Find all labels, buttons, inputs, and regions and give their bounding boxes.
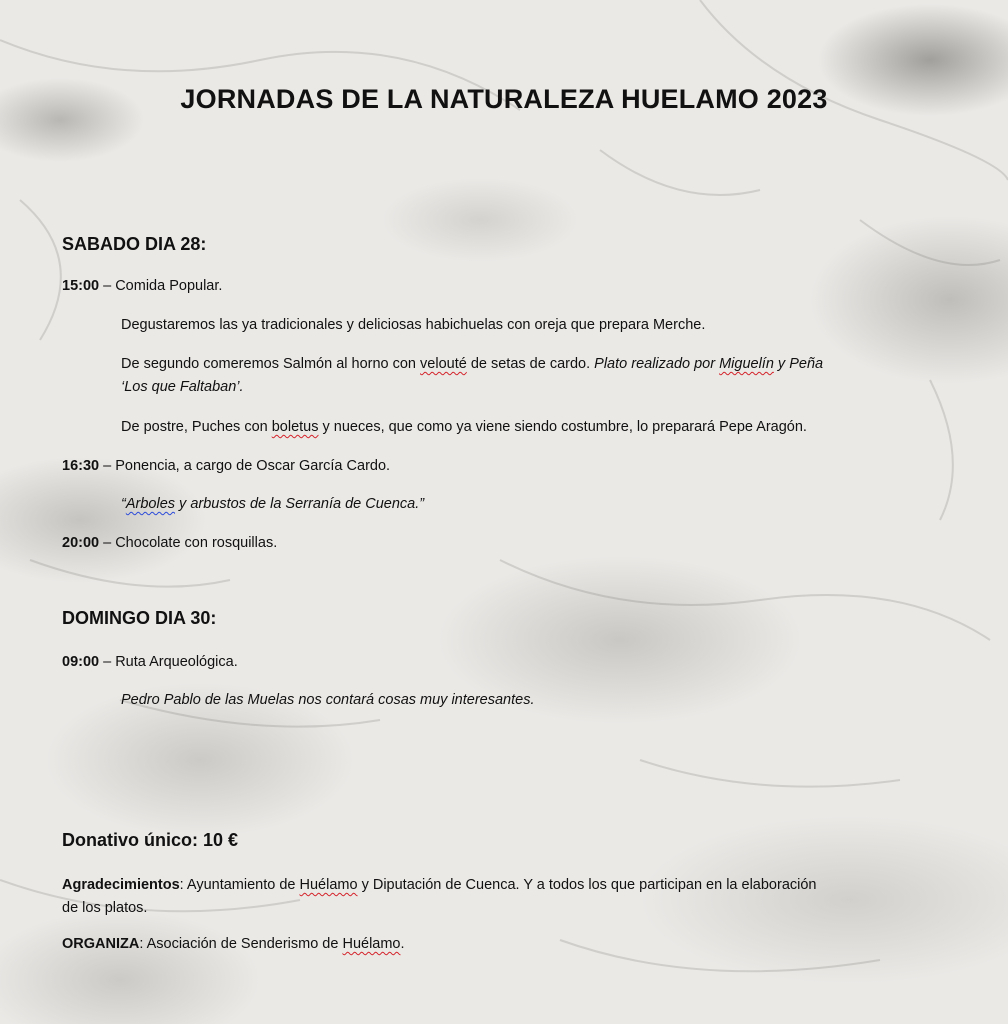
acknowledgements-c: y Diputación de Cuenca. Y a todos los que participan en la elaboración bbox=[357, 877, 817, 893]
event-comida: – Comida Popular. bbox=[99, 278, 223, 294]
talk-title-rest: y arbustos de la Serranía de Cuenca.” bbox=[175, 496, 425, 512]
talk-title bbox=[121, 493, 951, 516]
event-chocolate: – Chocolate con rosquillas. bbox=[99, 535, 278, 551]
menu-line-3-c: y nueces, que como ya viene siendo costumbre, lo preparará Pepe Aragón. bbox=[318, 419, 807, 435]
acknowledgements-label: Agradecimientos bbox=[62, 877, 180, 893]
acknowledgements-a: : Ayuntamiento de bbox=[179, 877, 300, 893]
menu-line-2-miguelin: Miguelín bbox=[719, 356, 774, 372]
time-0900: 09:00 bbox=[62, 654, 100, 670]
saturday-item-1500 bbox=[62, 275, 952, 298]
time-2000: 20:00 bbox=[62, 535, 100, 551]
saturday-item-1630 bbox=[62, 455, 952, 478]
menu-line-2-a: De segundo comeremos Salmón al horno con bbox=[121, 356, 421, 372]
menu-line-3-boletus: boletus bbox=[271, 419, 319, 435]
acknowledgements-huelamo: Huélamo bbox=[299, 877, 358, 893]
event-ruta: – Ruta Arqueológica. bbox=[99, 654, 238, 670]
organizer-a: : Asociación de Senderismo de bbox=[139, 936, 343, 952]
menu-line-2 bbox=[121, 353, 951, 399]
saturday-item-2000 bbox=[62, 532, 952, 555]
menu-line-2-veloute: velouté bbox=[420, 356, 467, 372]
menu-line-2-group: ‘Los que Faltaban’. bbox=[121, 379, 244, 395]
organizer bbox=[62, 933, 952, 956]
organizer-c: . bbox=[400, 936, 405, 952]
acknowledgements-d: de los platos. bbox=[62, 900, 148, 916]
menu-line-2-credit: Plato realizado por bbox=[594, 356, 720, 372]
menu-line-3 bbox=[121, 416, 951, 439]
page-title: JORNADAS DE LA NATURALEZA HUELAMO 2023 bbox=[180, 84, 828, 114]
organizer-label: ORGANIZA bbox=[62, 936, 140, 952]
time-1500: 15:00 bbox=[62, 278, 100, 294]
organizer-huelamo: Huélamo bbox=[342, 936, 401, 952]
menu-line-2-c: de setas de cardo. bbox=[466, 356, 595, 372]
event-ponencia: – Ponencia, a cargo de Oscar García Cardo. bbox=[99, 458, 391, 474]
donation-amount: Donativo único: 10 € bbox=[62, 830, 239, 850]
talk-title-arboles: Arboles bbox=[125, 496, 176, 512]
menu-line-2-pena: y Peña bbox=[773, 356, 824, 372]
time-1630: 16:30 bbox=[62, 458, 100, 474]
sunday-heading: DOMINGO DIA 30: bbox=[62, 608, 217, 628]
sunday-item-0900 bbox=[62, 651, 952, 674]
ruta-description: Pedro Pablo de las Muelas nos contará cosas muy interesantes. bbox=[121, 692, 535, 708]
menu-line-3-a: De postre, Puches con bbox=[121, 419, 272, 435]
saturday-heading: SABADO DIA 28: bbox=[62, 234, 207, 254]
menu-line-1: Degustaremos las ya tradicionales y deliciosas habichuelas con oreja que prepara Merche. bbox=[121, 317, 706, 333]
talk-title-quote: “ bbox=[121, 496, 126, 512]
acknowledgements bbox=[62, 874, 952, 920]
